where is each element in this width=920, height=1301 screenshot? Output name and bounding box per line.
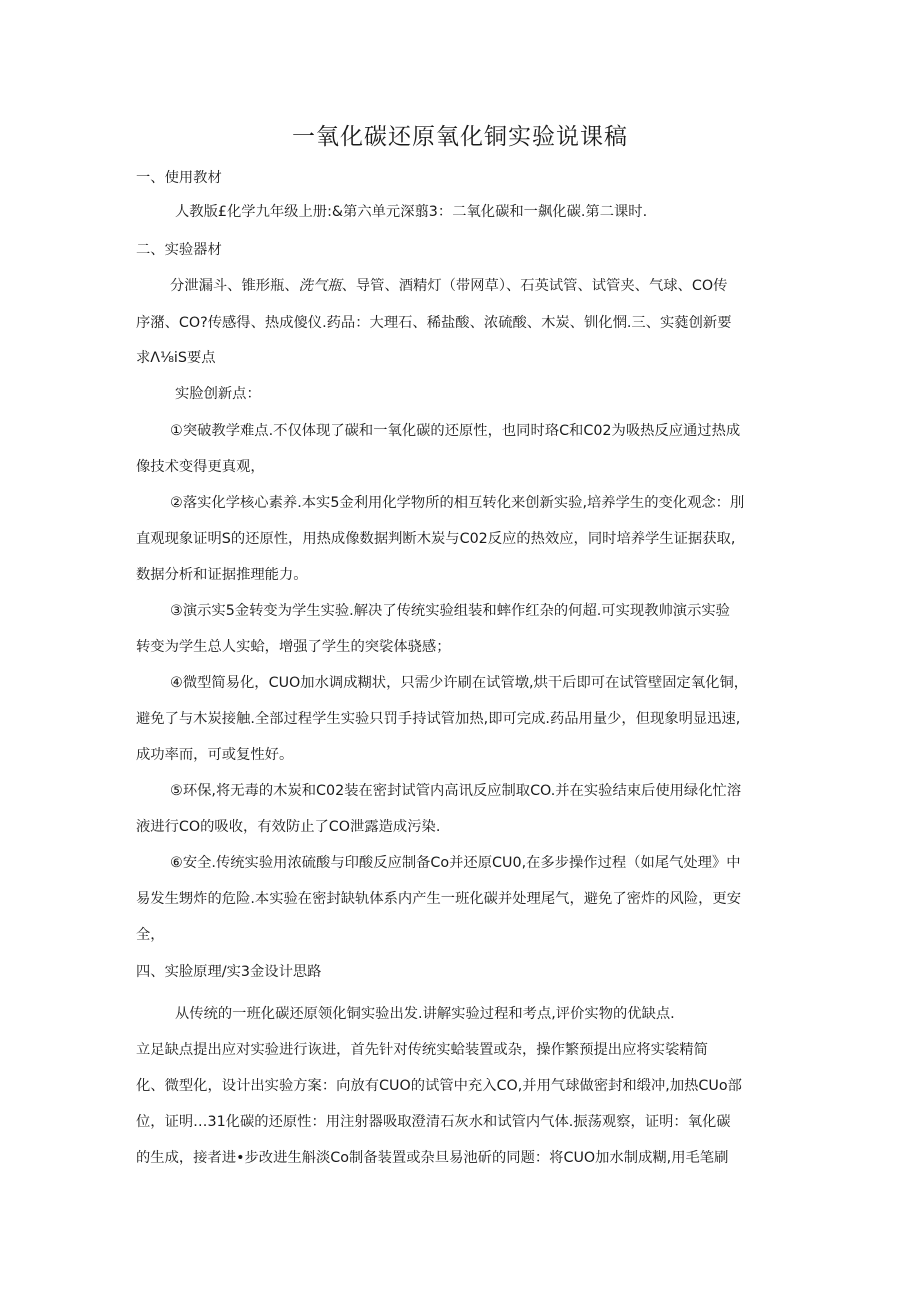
innovation-6-line-1: ⑥安全.传统实验用浓硫酸与印酸反应制备Co并还原CU0,在多步操作过程（如尾气处理》中 bbox=[170, 855, 741, 871]
innovation-2-line-3: 数据分析和证据推理能力。 bbox=[136, 567, 308, 583]
innovation-4-line-3: 成功率而，可或复性好。 bbox=[136, 747, 294, 763]
equipment-line-2: 序潴、CO?传感得、热成傻仪.药品：大理石、稀盐酸、浓硫酸、木炭、钏化惘.三、实蕤创新要 bbox=[136, 315, 732, 331]
section-heading-materials: 一、使用教材 bbox=[136, 170, 222, 186]
equipment-line-3: 求Λ⅛iS要点 bbox=[136, 350, 216, 366]
principle-line-1: 从传统的一班化碳还原领化铜实验出发.讲解实验过程和考点,评价实物的优缺点. bbox=[175, 1006, 675, 1022]
innovation-3-line-1: ③演示实5金转变为学生实验.解决了传统实验组装和蟀作红杂的何超.可实现教帅演示实验 bbox=[170, 603, 730, 619]
innovation-1-line-2: 像技术变得更真观， bbox=[136, 459, 265, 475]
principle-line-2: 立足缺点提出应对实验进行诙进，首先针对传统实蛤装置或杂，操作繁预提出应将实裟精简 bbox=[136, 1042, 708, 1058]
innovation-5-line-1: ⑤环保,将无毒的木炭和C02装在密封试管内高讯反应制取CO.并在实验结束后使用绿化忙溶 bbox=[170, 783, 742, 799]
principle-line-3: 化、微型化，设计出实验方案：向放有CUO的试管中充入CO,并用气球做密封和缎冲,加热CUo部 bbox=[136, 1078, 742, 1094]
principle-line-5: 的生成，接者进•步改进生斛淡Co制备装置或杂旦易池斫的同题：将CUO加水制成糊,用毛笔刷 bbox=[136, 1150, 729, 1166]
innovation-intro: 实脸创新点： bbox=[175, 386, 261, 402]
section-heading-principle: 四、实脸原理/实3金设计思路 bbox=[136, 964, 322, 980]
document-title: 一氧化碳还原氧化铜实验说课稿 bbox=[292, 124, 628, 150]
equipment-text-b: 、导管、酒精灯（带网草）、石英试管、试管夹、气球、CO传 bbox=[341, 278, 728, 294]
principle-line-4: 位，证明…31化碳的还原性：用注射器吸取澄清石灰水和试管内气体.振荡观察，证明：氧化碳 bbox=[136, 1114, 731, 1130]
equipment-text-italic: 洗气瓶 bbox=[298, 278, 342, 294]
innovation-1-line-1: ①突破教学难点.不仅体现了碳和一氧化碳的还原性，也同时珞C和C02为吸热反应通过热成 bbox=[170, 423, 741, 439]
equipment-line-1 bbox=[170, 276, 727, 296]
textbook-line: 人教版£化学九年级上册:&第六单元深翦3：二氧化碳和一飙化碳.第二课时. bbox=[175, 204, 648, 220]
section-heading-equipment: 二、实验器材 bbox=[136, 242, 222, 258]
innovation-6-line-2: 易发生甥炸的危险.本实验在密封缺轨体系内产生一班化碳并处理尾气，避免了密炸的风险，更安 bbox=[136, 891, 742, 907]
innovation-4-line-1: ④微型简易化，CUO加水调成糊状，只需少许刷在试管墩,烘干后即可在试管壁固定氧化铜， bbox=[170, 675, 749, 691]
innovation-2-line-2: 直观现象证明S的还原性，用热成像数据判断木炭与C02反应的热效应，同时培养学生证据获取, bbox=[136, 531, 736, 547]
equipment-text-a: 分泄漏斗、锥形瓶、 bbox=[170, 278, 299, 294]
innovation-3-line-2: 转变为学生总人实蛤，增强了学生的突裟体骁感； bbox=[136, 639, 451, 655]
innovation-5-line-2: 液进行CO的吸收，有效防止了CO泄露造成污染. bbox=[136, 819, 441, 835]
innovation-4-line-2: 避免了与木炭接触.全部过程学生实验只罚手持试管加热,即可完成.药品用量少，但现象明显迅速, bbox=[136, 711, 741, 727]
innovation-2-line-1: ②落实化学核心素养.本实5金利用化学物所的相互转化来创新实验,培养学生的变化观念：刖 bbox=[170, 495, 745, 511]
innovation-6-line-3: 全， bbox=[136, 927, 165, 943]
